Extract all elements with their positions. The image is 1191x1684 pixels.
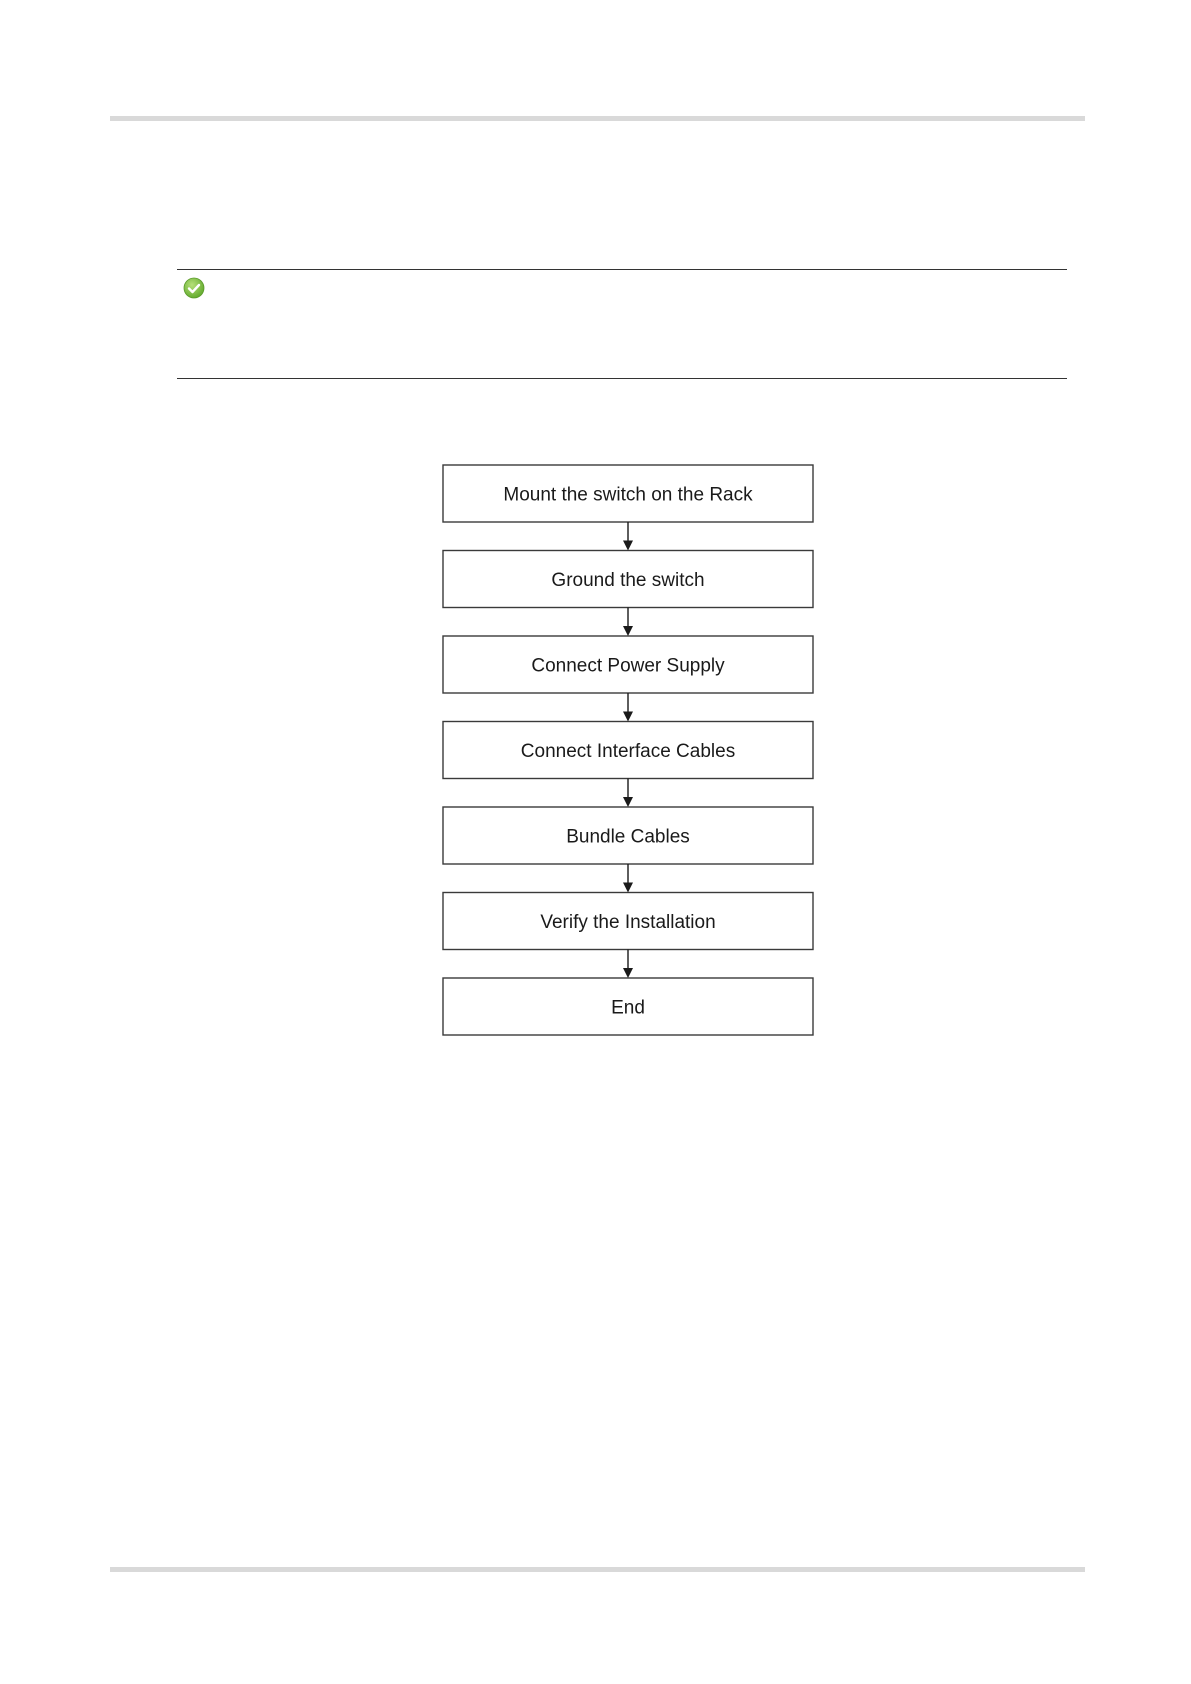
- footer-rule: [110, 1567, 1085, 1572]
- step-label-ground: Ground the switch: [551, 570, 705, 591]
- step-label-end: End: [611, 997, 645, 1019]
- arrowhead: [623, 968, 633, 978]
- arrow-mount-to-ground: [623, 522, 633, 551]
- arrow-ground-to-power: [623, 608, 633, 637]
- arrowhead: [623, 541, 633, 551]
- arrowhead: [623, 712, 633, 722]
- step-end: [443, 978, 813, 1035]
- arrow-verify-to-end: [623, 950, 633, 979]
- step-cables: [443, 722, 813, 779]
- step-verify: [443, 893, 813, 950]
- arrowhead: [623, 883, 633, 893]
- step-label-power: Connect Power Supply: [531, 655, 725, 677]
- arrow-cables-to-bundle: [623, 779, 633, 808]
- step-mount: [443, 465, 813, 522]
- arrowhead: [623, 797, 633, 807]
- step-ground: [443, 551, 813, 608]
- step-bundle: [443, 807, 813, 864]
- arrow-bundle-to-verify: [623, 864, 633, 893]
- arrow-power-to-cables: [623, 693, 633, 722]
- step-label-cables: Connect Interface Cables: [520, 741, 736, 762]
- step-power: [443, 636, 813, 693]
- step-label-verify: Verify the Installation: [540, 912, 716, 933]
- step-label-bundle: Bundle Cables: [566, 826, 690, 848]
- step-label-mount: Mount the switch on the Rack: [503, 484, 753, 506]
- arrowhead: [623, 626, 633, 636]
